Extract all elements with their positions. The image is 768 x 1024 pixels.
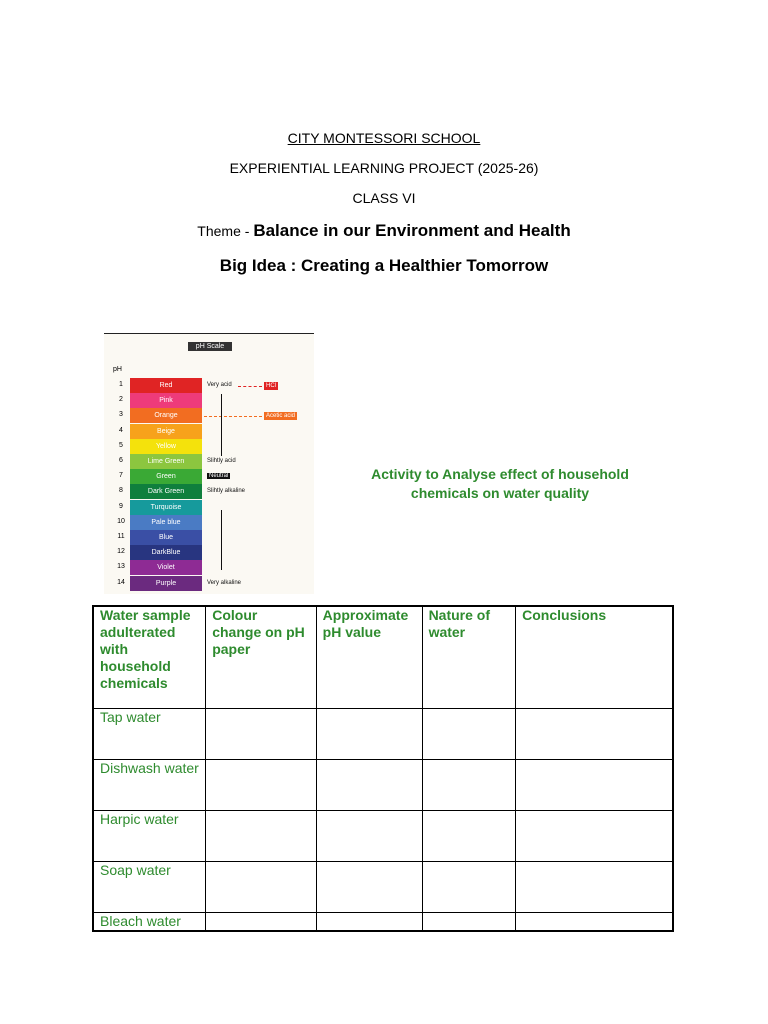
ph-level-row — [104, 530, 314, 545]
ph-color-band: DarkBlue — [130, 545, 202, 560]
table-cell — [206, 913, 316, 932]
ph-level-row — [104, 439, 314, 454]
ph-level-row — [104, 576, 314, 591]
ph-note-neutral: Neutral — [209, 473, 229, 480]
ph-level-row — [104, 469, 314, 484]
ph-note-very-acid: Very acid — [207, 382, 232, 388]
sample-name: Tap water — [93, 709, 206, 760]
big-idea: Big Idea : Creating a Healthier Tomorrow — [219, 256, 549, 275]
ph-note-slightly-alkaline: Slihtly alkaline — [207, 488, 246, 495]
header-ph-value: Approximate pH value — [316, 606, 422, 709]
sample-name: Soap water — [93, 862, 206, 913]
ph-color-band: Red — [130, 378, 202, 393]
ph-number: 6 — [119, 457, 123, 464]
ph-scale-image — [104, 333, 314, 594]
ph-color-band: Beige — [130, 424, 202, 439]
project-title: EXPERIENTIAL LEARNING PROJECT (2025-26) — [229, 160, 539, 176]
ph-number: 10 — [117, 517, 125, 525]
ph-number: 8 — [119, 487, 123, 495]
table-cell — [422, 760, 516, 811]
table-row — [93, 862, 673, 913]
table-cell — [316, 811, 422, 862]
class-label: CLASS VI — [352, 190, 416, 206]
table-header-row — [93, 606, 673, 709]
alkaline-arrow — [221, 510, 222, 570]
table-cell — [516, 913, 673, 932]
activity-title: Activity to Analyse effect of household chemicals on water quality — [371, 466, 629, 501]
table-cell — [316, 760, 422, 811]
ph-pointer-line — [238, 386, 262, 387]
table-cell — [316, 709, 422, 760]
table-cell — [422, 811, 516, 862]
theme-title: Balance in our Environment and Health — [253, 221, 571, 240]
ph-color-band: Pale blue — [130, 515, 202, 530]
table-cell — [206, 709, 316, 760]
ph-tag-acetic: Acetic acid — [266, 413, 296, 420]
ph-level-row — [104, 500, 314, 515]
header-water-sample: Water sample adulterated with household chemicals — [93, 606, 206, 709]
table-cell — [422, 862, 516, 913]
ph-number: 3 — [119, 411, 123, 419]
table-cell — [316, 862, 422, 913]
ph-number: 7 — [119, 472, 123, 480]
ph-axis-label: pH — [113, 366, 122, 373]
ph-number: 2 — [119, 396, 123, 404]
ph-color-band: Orange — [130, 408, 202, 423]
ph-note-slightly-acid: Slihtly acid — [207, 458, 236, 464]
acid-arrow — [221, 394, 222, 456]
sample-name: Harpic water — [93, 811, 206, 862]
ph-color-band: Blue — [130, 530, 202, 545]
ph-number: 1 — [119, 381, 123, 388]
results-table — [92, 605, 674, 932]
ph-color-band: Turquoise — [130, 500, 202, 515]
theme-prefix: Theme - — [197, 223, 254, 239]
ph-level-row — [104, 424, 314, 439]
ph-color-band: Yellow — [130, 439, 202, 454]
ph-color-band: Green — [130, 469, 202, 484]
ph-scale-title: pH Scale — [188, 342, 232, 351]
ph-color-band: Purple — [130, 576, 202, 591]
table-row — [93, 760, 673, 811]
ph-pointer-line — [204, 416, 262, 417]
ph-level-row — [104, 560, 314, 575]
header-nature: Nature of water — [422, 606, 516, 709]
table-cell — [516, 709, 673, 760]
table-cell — [516, 811, 673, 862]
ph-color-band: Violet — [130, 560, 202, 575]
sample-name: Dishwash water — [93, 760, 206, 811]
ph-level-row — [104, 408, 314, 423]
sample-name: Bleach water — [93, 913, 206, 932]
ph-level-row — [104, 484, 314, 499]
header-colour-change: Colour change on pH paper — [206, 606, 316, 709]
ph-number: 11 — [117, 533, 125, 540]
ph-tag-hcl: HCl — [266, 383, 276, 389]
ph-number: 13 — [117, 563, 125, 571]
ph-color-band: Dark Green — [130, 484, 202, 499]
ph-level-row — [104, 545, 314, 560]
ph-note-very-alkaline: Very alkaline — [207, 579, 242, 586]
ph-number: 14 — [117, 578, 125, 586]
ph-number: 4 — [119, 426, 123, 434]
table-cell — [516, 862, 673, 913]
ph-number: 5 — [119, 441, 123, 449]
table-cell — [206, 760, 316, 811]
school-name: CITY MONTESSORI SCHOOL — [287, 130, 481, 146]
ph-number: 9 — [119, 502, 123, 510]
ph-level-row — [104, 378, 314, 393]
ph-color-band: Pink — [130, 393, 202, 408]
table-cell — [206, 811, 316, 862]
table-row — [93, 709, 673, 760]
table-cell — [206, 862, 316, 913]
table-cell — [422, 913, 516, 932]
ph-level-row — [104, 515, 314, 530]
table-row — [93, 913, 673, 932]
table-cell — [316, 913, 422, 932]
table-row — [93, 811, 673, 862]
theme-line — [0, 221, 768, 241]
ph-color-band: Lime Green — [130, 454, 202, 469]
table-cell — [516, 760, 673, 811]
table-cell — [422, 709, 516, 760]
ph-level-row — [104, 393, 314, 408]
ph-level-row — [104, 454, 314, 469]
ph-number: 12 — [117, 548, 125, 556]
header-conclusions: Conclusions — [516, 606, 673, 709]
